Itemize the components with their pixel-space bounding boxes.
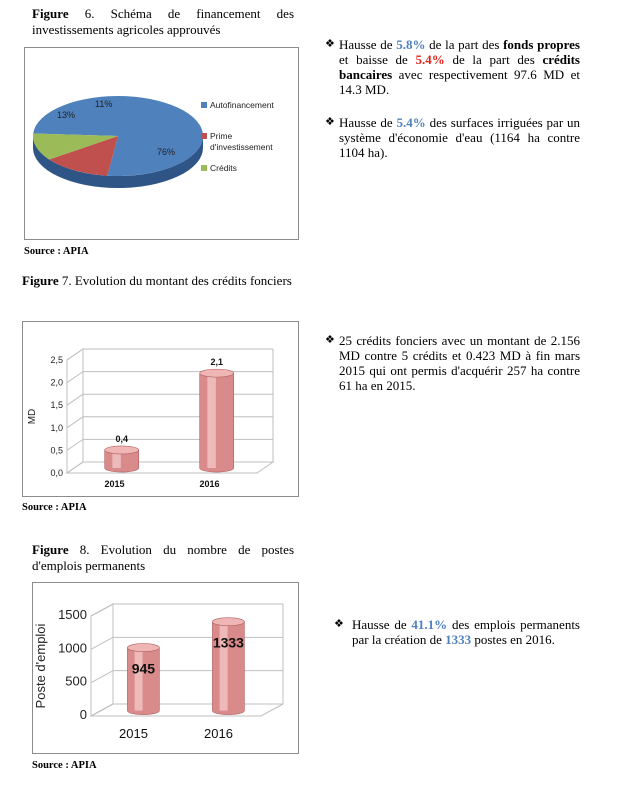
figure-label: Figure: [22, 273, 59, 288]
bar-highlight: [207, 373, 216, 468]
side-wall: [67, 349, 83, 473]
slice-label-prime: 13%: [57, 110, 76, 120]
y-axis-label: MD: [27, 408, 38, 425]
y-tick-label: 0: [79, 707, 87, 722]
bold-term: fonds propres: [503, 37, 580, 52]
side-wall: [91, 604, 113, 716]
figure-number: 8: [79, 542, 87, 557]
gridline-side: [67, 349, 83, 360]
x-tick-label: 2016: [199, 479, 220, 489]
bold-term: crédits bancaires: [339, 52, 580, 82]
floor: [91, 704, 283, 716]
y-tick-label: 1500: [58, 607, 87, 622]
bar-cylinder-body: [200, 373, 234, 472]
legend-label-prime-2: d'investissement: [210, 142, 273, 152]
gridline-side: [67, 462, 83, 473]
highlight-value: 41.1%: [411, 617, 448, 632]
y-tick-label: 2,0: [50, 377, 63, 388]
bullet-credits-fonciers: [325, 333, 580, 393]
gridline-side: [91, 704, 113, 716]
y-tick-label: 2,5: [50, 355, 63, 365]
bullet-text: des emplois permanents par la création de: [352, 617, 580, 647]
figure-6-chart: [24, 47, 299, 240]
gridline-side: [91, 671, 113, 683]
bullet-text: et baisse de: [339, 52, 416, 67]
bar-chart-emplois: [33, 583, 298, 753]
bar-value-label: 945: [131, 660, 156, 677]
figure-title: . Schéma de financement des investissements agricoles approuvés: [32, 6, 295, 37]
bullet-text: de la part des: [444, 52, 543, 67]
figure-6-caption: [32, 6, 294, 38]
gridline-side: [91, 604, 113, 616]
bullet-text: Hausse de: [352, 617, 412, 632]
legend-label-credits: Crédits: [210, 163, 237, 173]
bullet-fonds-propres: [325, 37, 580, 97]
diamond-bullet-icon: ❖: [325, 116, 335, 128]
bar-cylinder-top: [127, 644, 159, 652]
legend-label-prime: Prime: [210, 131, 233, 141]
x-tick-label: 2015: [119, 726, 148, 741]
diamond-bullet-icon: ❖: [325, 38, 335, 50]
bullet-text: Hausse de: [339, 115, 397, 130]
figure-number: 7: [61, 273, 69, 288]
bar-value-label: 2,1: [210, 357, 223, 368]
y-tick-label: 0,0: [50, 468, 63, 478]
diamond-bullet-icon: ❖: [334, 618, 344, 630]
figure-6-source: Source : APIA: [24, 246, 89, 257]
bullet-text: 25 crédits fonciers avec un montant de 2.156 MD contre 5 crédits et 0.423 MD à fin mars 2015 qui ont permis d'acquérir 257 ha contre 61 ha en 2015.: [339, 333, 580, 393]
bullet-text: Hausse de: [339, 37, 397, 52]
gridline-side: [67, 372, 83, 383]
highlight-value: 5.4%: [415, 52, 445, 67]
y-axis-label: Poste d'emploi: [33, 623, 48, 709]
bullet-emplois: [334, 617, 580, 647]
floor: [67, 462, 273, 473]
figure-label: Figure: [32, 6, 69, 21]
pie-chart: [25, 48, 298, 239]
bullet-text: des surfaces irriguées par un système d'économie d'eau (1164 ha contre 1104 ha).: [339, 115, 580, 160]
highlight-value: 5.8%: [396, 37, 426, 52]
bar-value-label: 1333: [212, 634, 244, 651]
figure-number: 6: [84, 6, 92, 21]
highlight-value: 5.4%: [396, 115, 426, 130]
diamond-bullet-icon: ❖: [325, 334, 335, 346]
y-tick-label: 0,5: [50, 445, 63, 456]
y-tick-label: 1,5: [50, 400, 63, 411]
figure-label: Figure: [32, 542, 69, 557]
legend-swatch-autofinancement: [201, 102, 207, 108]
bullet-text: postes en 2016.: [471, 632, 555, 647]
gridline-side: [67, 417, 83, 428]
figure-7-source: Source : APIA: [22, 502, 87, 513]
bar-cylinder-top: [105, 446, 139, 454]
bullet-surfaces-irriguees: [325, 115, 580, 160]
figure-7-caption: [22, 273, 294, 289]
highlight-value: 1333: [445, 632, 472, 647]
gridline-side: [67, 439, 83, 450]
y-tick-label: 500: [65, 673, 87, 689]
legend-swatch-prime: [201, 133, 207, 139]
bullet-text: avec respectivement 97.6 MD et 14.3 MD.: [339, 67, 580, 97]
figure-title: . Evolution du nombre de postes d'emplois permanents: [32, 542, 294, 573]
bar-cylinder-top: [200, 369, 234, 377]
x-tick-label: 2015: [104, 479, 125, 489]
bullet-text: de la part des: [425, 37, 504, 52]
legend-swatch-credits: [201, 165, 207, 171]
bar-cylinder-top: [212, 618, 244, 626]
gridline-side: [91, 637, 113, 649]
slice-label-autofinancement: 76%: [157, 147, 176, 157]
gridline-side: [67, 394, 83, 405]
figure-title: . Evolution du montant des crédits fonciers: [68, 273, 292, 288]
figure-8-chart: [32, 582, 299, 754]
bar-cylinder-body: [127, 648, 159, 715]
y-tick-label: 1000: [58, 640, 87, 656]
legend-label-autofinancement: Autofinancement: [210, 100, 274, 110]
bar-value-label: 0,4: [115, 433, 128, 444]
figure-7-chart: [22, 321, 299, 497]
figure-8-source: Source : APIA: [32, 760, 97, 771]
x-tick-label: 2016: [204, 726, 233, 741]
bar-chart-credits: [23, 322, 298, 496]
bar-highlight: [135, 648, 143, 711]
figure-8-caption: [32, 542, 294, 574]
y-tick-label: 1,0: [50, 422, 63, 433]
slice-label-credits: 11%: [95, 99, 113, 109]
